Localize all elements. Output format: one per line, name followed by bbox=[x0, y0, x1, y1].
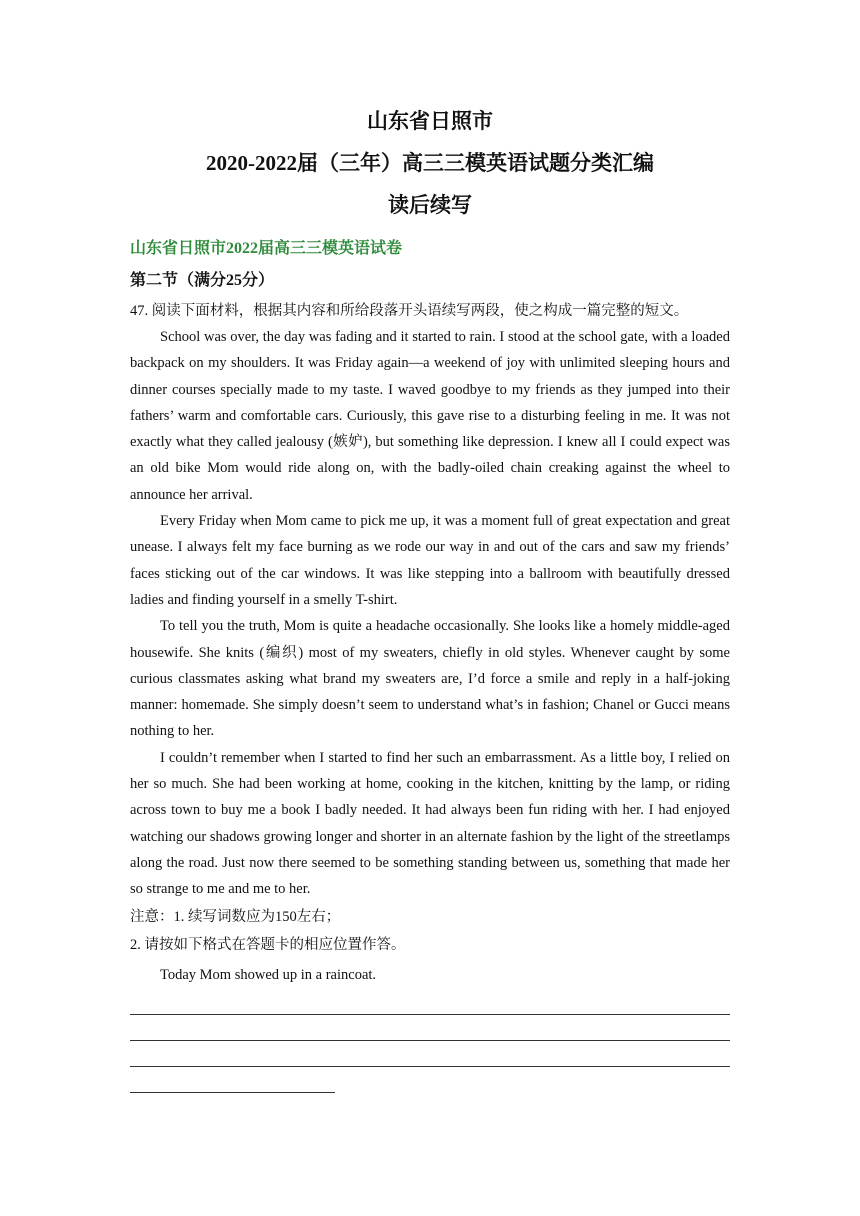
note-word-count: 注意：1. 续写词数应为150左右； bbox=[130, 908, 341, 925]
part-heading: 第二节（满分25分） bbox=[130, 272, 275, 289]
note-answer-format: 2. 请按如下格式在答题卡的相应位置作答。 bbox=[130, 936, 406, 953]
exam-source-heading: 山东省日照市2022届高三三模英语试卷 bbox=[130, 240, 403, 257]
document-title-topic: 读后续写 bbox=[388, 193, 472, 217]
answer-line[interactable] bbox=[130, 1041, 730, 1067]
question-instruction: 47. 阅读下面材料，根据其内容和所给段落开头语续写两段，使之构成一篇完整的短文。 bbox=[130, 303, 689, 319]
document-title-collection: 2020-2022届（三年）高三三模英语试题分类汇编 bbox=[206, 151, 654, 175]
passage-paragraph: Every Friday when Mom came to pick me up, it was a moment full of great expectation and great unease. I always felt my face burning as we rode our way in and out of the cars and saw my friends’ faces sticking out of the car windows. It was like stepping into a ballroom with beautifully dressed ladies and finding yourself in a smelly T-shirt. bbox=[130, 513, 730, 608]
document-page bbox=[130, 100, 730, 1093]
answer-area[interactable] bbox=[130, 989, 730, 1093]
document-title-region: 山东省日照市 bbox=[367, 109, 493, 133]
passage-paragraph: I couldn’t remember when I started to find her such an embarrassment. As a little boy, I relied on her so much. She had been working at home, cooking in the kitchen, knitting by the lamp, or riding across town to buy me a book I badly needed. It had always been fun riding with her. I had enjoyed watching our shadows growing longer and shorter in an alternate fashion by the light of the streetlamps along the road. Just now there seemed to be something standing between us, something that made her so strange to me and me to her. bbox=[130, 749, 730, 898]
passage-paragraph: To tell you the truth, Mom is quite a headache occasionally. She looks like a homely middle-aged housewife. She knits (编织) most of my sweaters, chiefly in old styles. Whenever caught by some curious classmates asking what brand my sweaters are, I’d force a smile and reply in a half-joking manner: homemade. She simply doesn’t seem to understand what’s in fashion; Chanel or Gucci means nothing to her. bbox=[130, 618, 730, 740]
answer-line[interactable] bbox=[130, 989, 730, 1015]
passage-paragraph: School was over, the day was fading and it started to rain. I stood at the school gate, with a loaded backpack on my shoulders. It was Friday again—a weekend of joy with unlimited sleeping hours and dinner courses specially made to my taste. I waved goodbye to my friends as they jumped into their fathers’ warm and comfortable cars. Curiously, this gave rise to a disturbing feeling in me. It was not exactly what they called jealousy (嫉妒), but something like depression. I knew all I could expect was an old bike Mom would ride along on, with the badly-oiled chain creaking against the wheel to announce her arrival. bbox=[130, 329, 730, 503]
answer-line[interactable] bbox=[130, 1015, 730, 1041]
answer-line[interactable] bbox=[130, 1067, 335, 1093]
reading-passage bbox=[130, 324, 730, 903]
paragraph-starter: Today Mom showed up in a raincoat. bbox=[160, 966, 377, 983]
